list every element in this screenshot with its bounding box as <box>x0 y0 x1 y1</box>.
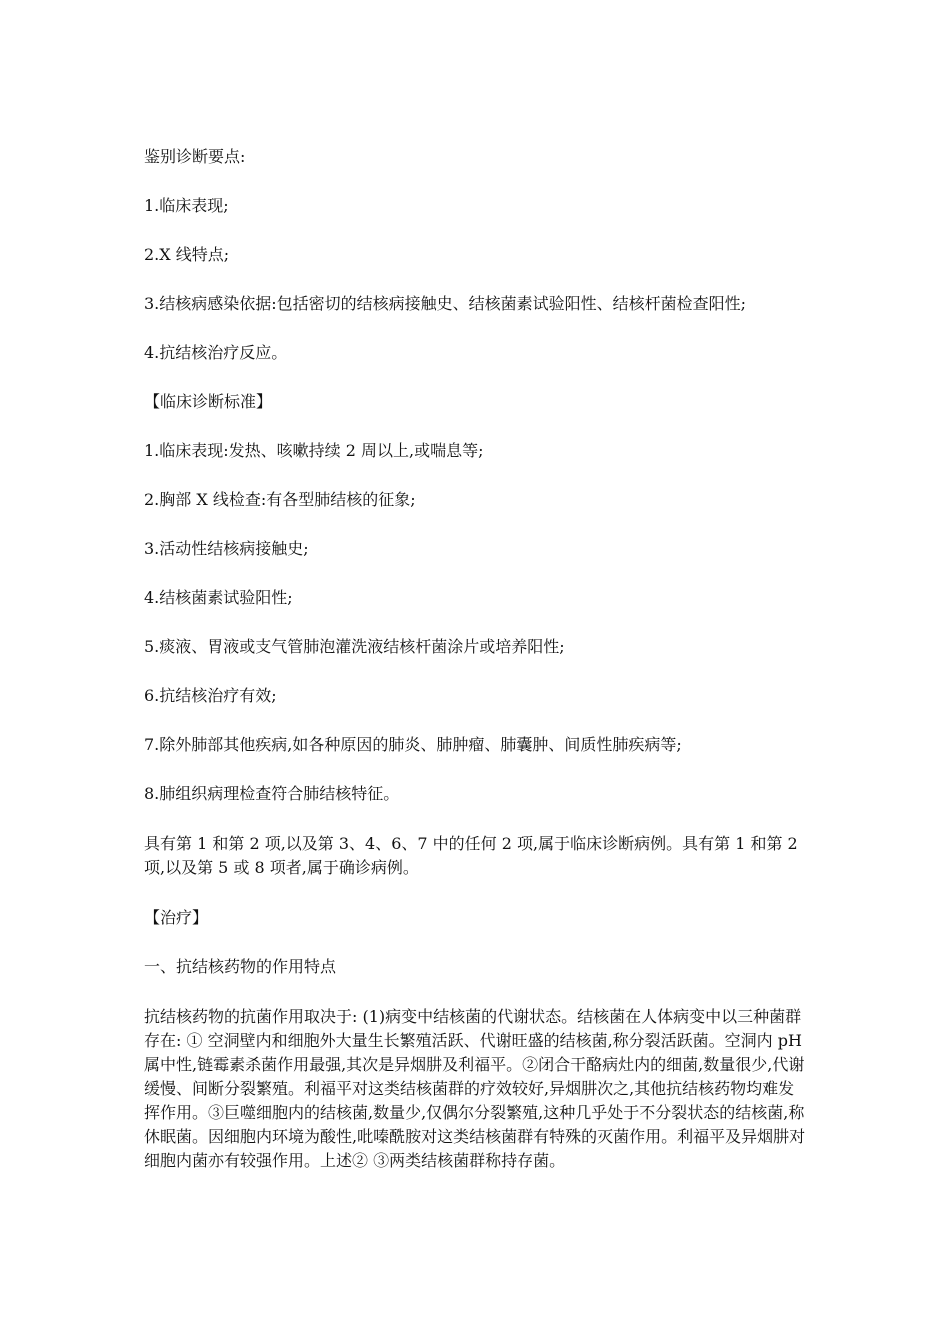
list-item: 8.肺组织病理检查符合肺结核特征。 <box>144 784 400 803</box>
list-item: 4.结核菌素试验阳性; <box>144 588 293 607</box>
section-heading-treatment: 【治疗】 <box>144 908 209 927</box>
document-page <box>144 146 810 1200</box>
list-item: 1.临床表现:发热、咳嗽持续 2 周以上,或喘息等; <box>144 441 484 460</box>
list-item: 4.抗结核治疗反应。 <box>144 343 288 362</box>
list-item: 6.抗结核治疗有效; <box>144 686 277 705</box>
criteria-summary-paragraph: 具有第 1 和第 2 项,以及第 3、4、6、7 中的任何 2 项,属于临床诊断病例。具有第 1 和第 2 项,以及第 5 或 8 项者,属于确诊病例。 <box>144 834 803 877</box>
list-item: 3.活动性结核病接触史; <box>144 539 309 558</box>
list-item: 5.痰液、胃液或支气管肺泡灌洗液结核杆菌涂片或培养阳性; <box>144 637 565 656</box>
section-heading-criteria: 【临床诊断标准】 <box>144 392 273 411</box>
list-item: 2.X 线特点; <box>144 245 230 264</box>
list-item: 1.临床表现; <box>144 196 229 215</box>
subsection-heading: 一、抗结核药物的作用特点 <box>144 957 337 976</box>
list-item: 2.胸部 X 线检查:有各型肺结核的征象; <box>144 490 416 509</box>
section-heading-differential: 鉴别诊断要点: <box>144 147 246 166</box>
list-item: 7.除外肺部其他疾病,如各种原因的肺炎、肺肿瘤、肺囊肿、间质性肺疾病等; <box>144 735 682 754</box>
body-paragraph: 抗结核药物的抗菌作用取决于: (1)病变中结核菌的代谢状态。结核菌在人体病变中以三种菌群存在: ① 空洞壁内和细胞外大量生长繁殖活跃、代谢旺盛的结核菌,称分裂活跃菌。空洞内 pH 属中性,链霉素杀菌作用最强,其次是异烟肼及利福平。②闭合干酪病灶内的细菌,数量很少,代谢缓慢、间断分裂繁殖。利福平对这类结核菌群的疗效较好,异烟肼次之,其他抗结核药物均难发挥作用。③巨噬细胞内的结核菌,数量少,仅偶尔分裂繁殖,这种几乎处于不分裂状态的结核菌,称休眠菌。因细胞内环境为酸性,吡嗪酰胺对这类结核菌群有特殊的灭菌作用。利福平及异烟肼对细胞内菌亦有较强作用。上述② ③两类结核菌群称持存菌。 <box>144 1007 808 1170</box>
list-item: 3.结核病感染依据:包括密切的结核病接触史、结核菌素试验阳性、结核杆菌检查阳性; <box>144 294 747 313</box>
